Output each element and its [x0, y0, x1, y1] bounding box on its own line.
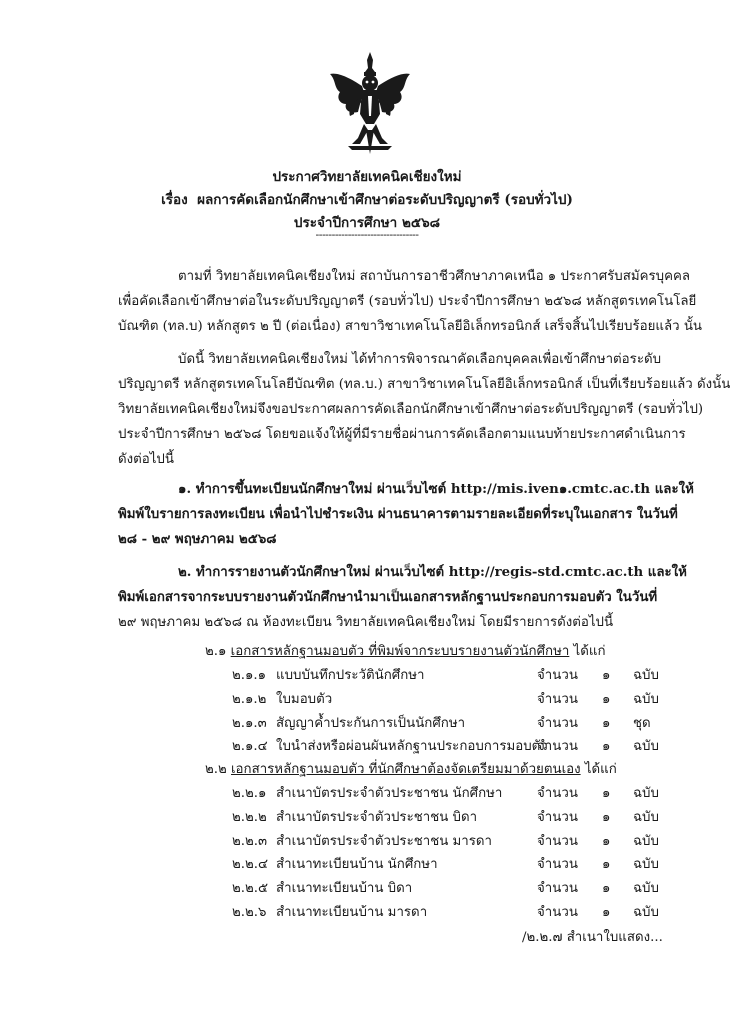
list-item [232, 688, 672, 712]
item-name: ใบมอบตัว [276, 691, 333, 707]
item-unit: ฉบับ [633, 809, 659, 825]
para1-line2: เพื่อคัดเลือกเข้าศึกษาต่อในระดับปริญญาตรี (รอบทั่วไป) ประจำปีการศึกษา ๒๕๖๘ หลักสูตรเทคโนโลยี [118, 294, 697, 309]
item-amount-label: จำนวน [537, 668, 578, 683]
item-name: สำเนาบัตรประจำตัวประชาชน บิดา [276, 809, 478, 825]
list-item [232, 735, 672, 759]
announcement-title: ประกาศวิทยาลัยเทคนิคเชียงใหม่ [272, 169, 462, 185]
item-index: ๒.๒.๕ [232, 881, 269, 897]
item-amount-label: จำนวน [537, 904, 578, 920]
section22-header [205, 758, 617, 779]
item-index: ๒.๑.๔ [232, 739, 268, 755]
item-count: ๑ [602, 739, 611, 755]
list-item [232, 782, 672, 806]
item-unit: ฉบับ [633, 881, 659, 897]
garuda-emblem-icon [328, 50, 412, 158]
item1-line3: ๒๘ - ๒๙ พฤษภาคม ๒๕๖๘ [118, 532, 277, 547]
continuation-note: /๒.๒.๗ สำเนาใบแสดง... [522, 930, 663, 945]
item-index: ๒.๒.๔ [232, 857, 269, 873]
item2-line2: พิมพ์เอกสารจากระบบรายงานตัวนักศึกษานำมาเป็นเอกสารหลักฐานประกอบการมอบตัว ในวันที่ [118, 590, 658, 605]
announcement-year: ประจำปีการศึกษา ๒๕๖๘ [293, 215, 441, 231]
subject-text: ผลการคัดเลือกนักศึกษาเข้าศึกษาต่อระดับปริญญาตรี (รอบทั่วไป) [197, 192, 573, 208]
item-unit: ฉบับ [633, 691, 659, 707]
para2-line2: ปริญญาตรี หลักสูตรเทคโนโลยีบัณฑิต (ทล.บ.) สาขาวิชาเทคโนโลยีอิเล็กทรอนิกส์ เป็นที่เรียบร้อยแล้ว ดังนั้น [118, 377, 731, 392]
item-name: ใบนำส่งหรือผ่อนผันหลักฐานประกอบการมอบตัว [276, 739, 548, 755]
list-item [232, 830, 672, 854]
para2-line5: ดังต่อไปนี้ [118, 452, 174, 467]
title-divider: -------------------------------- [315, 228, 419, 241]
item1-line2: พิมพ์ใบรายการลงทะเบียน เพื่อนำไปชำระเงิน ผ่านธนาคารตามรายละเอียดที่ระบุในเอกสาร ในวันที่ [118, 507, 678, 522]
item-count: ๑ [602, 809, 611, 825]
item-count: ๑ [602, 881, 611, 897]
item-count: ๑ [602, 691, 611, 707]
item-count: ๑ [602, 668, 611, 683]
list-item [232, 806, 672, 830]
item-unit: ฉบับ [633, 833, 659, 849]
item-amount-label: จำนวน [537, 691, 578, 707]
item-index: ๒.๑.๑ [232, 668, 267, 683]
item-index: ๒.๒.๒ [232, 809, 267, 825]
announcement-subject [0, 188, 734, 210]
item-index: ๒.๒.๓ [232, 833, 268, 849]
section22-suffix: ได้แก่ [584, 762, 617, 777]
item-name: สัญญาค้ำประกันการเป็นนักศึกษา [276, 715, 466, 731]
item-amount-label: จำนวน [537, 715, 578, 731]
item-index: ๒.๒.๖ [232, 904, 267, 920]
item-count: ๑ [602, 833, 611, 849]
item2-line3: ๒๙ พฤษภาคม ๒๕๖๘ ณ ห้องทะเบียน วิทยาลัยเทคนิคเชียงใหม่ โดยมีรายการดังต่อไปนี้ [118, 615, 614, 630]
para2-line1: บัดนี้ วิทยาลัยเทคนิคเชียงใหม่ ได้ทำการพิจารณาคัดเลือกบุคคลเพื่อเข้าศึกษาต่อระดับ [178, 352, 662, 367]
item-index: ๒.๑.๒ [232, 691, 267, 707]
item-unit: ฉบับ [633, 904, 659, 920]
item-name: สำเนาทะเบียนบ้าน บิดา [276, 881, 413, 897]
item-unit: ฉบับ [633, 668, 659, 683]
section22-num: ๒.๒ [205, 762, 227, 777]
item-name: แบบบันทึกประวัตินักศึกษา [276, 668, 425, 683]
list-item [232, 712, 672, 736]
list-item [232, 853, 672, 877]
item-amount-label: จำนวน [537, 809, 578, 825]
para1-line3: บัณฑิต (ทล.บ) หลักสูตร ๒ ปี (ต่อเนื่อง) สาขาวิชาเทคโนโลยีอิเล็กทรอนิกส์ เสร็จสิ้นไปเรียบร้อยแล้ว นั้น [118, 319, 703, 334]
para2-line3: วิทยาลัยเทคนิคเชียงใหม่จึงขอประกาศผลการคัดเลือกนักศึกษาเข้าศึกษาต่อระดับปริญญาตรี (รอบทั่วไป) [118, 402, 704, 417]
section21-suffix: ได้แก่ [573, 644, 606, 659]
item-name: สำเนาบัตรประจำตัวประชาชน นักศึกษา [276, 786, 503, 801]
item1-line1: ๑. ทำการขึ้นทะเบียนนักศึกษาใหม่ ผ่านเว็บไซต์ http://mis.iven๑.cmtc.ac.th และให้ [178, 482, 694, 497]
item-count: ๑ [602, 857, 611, 873]
list-item [232, 664, 672, 688]
item2-line1: ๒. ทำการรายงานตัวนักศึกษาใหม่ ผ่านเว็บไซต์ http://regis-std.cmtc.ac.th และให้ [178, 565, 687, 580]
item-amount-label: จำนวน [537, 833, 578, 849]
item-amount-label: จำนวน [537, 739, 578, 755]
item-name: สำเนาทะเบียนบ้าน มารดา [276, 904, 428, 920]
list-item [232, 901, 672, 925]
item-unit: ฉบับ [633, 739, 659, 755]
item-amount-label: จำนวน [537, 857, 578, 873]
para1-line1: ตามที่ วิทยาลัยเทคนิคเชียงใหม่ สถาบันการอาชีวศึกษาภาคเหนือ ๑ ประกาศรับสมัครบุคคล [178, 269, 691, 284]
item-index: ๒.๒.๑ [232, 786, 267, 801]
item-index: ๒.๑.๓ [232, 715, 267, 731]
item-amount-label: จำนวน [537, 786, 578, 801]
section21-title: เอกสารหลักฐานมอบตัว ที่พิมพ์จากระบบรายงานตัวนักศึกษา [230, 644, 570, 659]
item-count: ๑ [602, 904, 611, 920]
subject-label: เรื่อง [161, 192, 188, 208]
item-unit: ฉบับ [633, 857, 659, 873]
section22-title: เอกสารหลักฐานมอบตัว ที่นักศึกษาต้องจัดเตรียมมาด้วยตนเอง [231, 762, 581, 777]
item-unit: ฉบับ [633, 786, 659, 801]
section22-list [232, 782, 672, 925]
section21-header [205, 640, 606, 661]
item-unit: ชุด [633, 715, 651, 731]
para2-line4: ประจำปีการศึกษา ๒๕๖๘ โดยขอแจ้งให้ผู้ที่มีรายชื่อผ่านการคัดเลือกตามแนบท้ายประกาศดำเนินการ [118, 427, 686, 442]
section21-list [232, 664, 672, 759]
item-name: สำเนาบัตรประจำตัวประชาชน มารดา [276, 833, 493, 849]
section21-num: ๒.๑ [205, 644, 227, 659]
item-count: ๑ [602, 715, 611, 731]
item-amount-label: จำนวน [537, 881, 578, 897]
item-count: ๑ [602, 786, 611, 801]
list-item [232, 877, 672, 901]
item-name: สำเนาทะเบียนบ้าน นักศึกษา [276, 857, 438, 873]
